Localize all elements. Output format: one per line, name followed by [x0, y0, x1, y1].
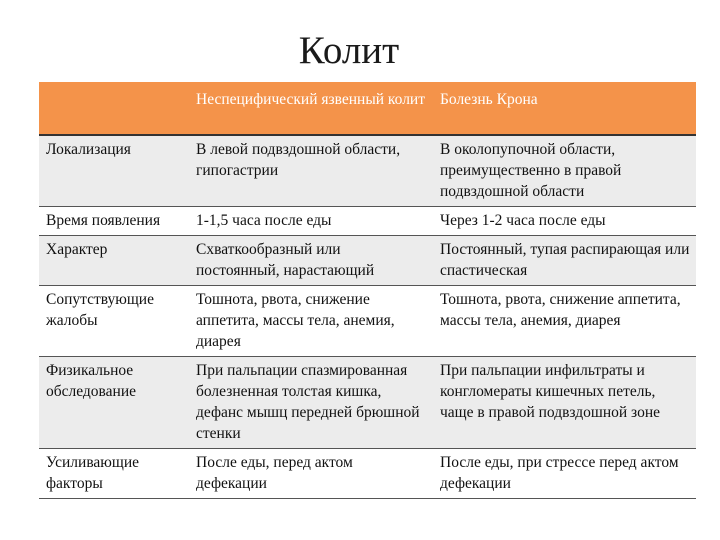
row-label: Усиливающие факторы: [39, 449, 189, 499]
cell-nyak: В левой подвздошной области, гипогастрии: [189, 135, 433, 207]
table-row: [39, 207, 696, 236]
cell-crohn: Тошнота, рвота, снижение аппетита, массы тела, анемия, диарея: [433, 286, 696, 357]
cell-nyak: При пальпации спазмированная болезненная толстая кишка, дефанс мышц передней брюшной стенки: [189, 357, 433, 449]
cell-crohn: В околопупочной области, преимущественно в правой подвздошной области: [433, 135, 696, 207]
cell-crohn: Через 1-2 часа после еды: [433, 207, 696, 236]
row-label: Сопутствующие жалобы: [39, 286, 189, 357]
header-cell-crohn: Болезнь Крона: [433, 82, 696, 135]
header-cell-empty: [39, 82, 189, 135]
cell-crohn: При пальпации инфильтраты и конгломераты кишечных петель, чаще в правой подвздошной зоне: [433, 357, 696, 449]
table-header-row: [39, 82, 696, 135]
table-row: [39, 449, 696, 499]
cell-crohn: После еды, при стрессе перед актом дефекации: [433, 449, 696, 499]
table-row: [39, 286, 696, 357]
table-row: [39, 357, 696, 449]
cell-nyak: 1-1,5 часа после еды: [189, 207, 433, 236]
page-title: Колит: [298, 29, 400, 72]
cell-nyak: После еды, перед актом дефекации: [189, 449, 433, 499]
cell-nyak: Схваткообразный или постоянный, нарастающий: [189, 236, 433, 286]
table-row: [39, 135, 696, 207]
table-row: [39, 236, 696, 286]
header-cell-nyak: Неспецифический язвенный колит: [189, 82, 433, 135]
row-label: Время появления: [39, 207, 189, 236]
row-label: Характер: [39, 236, 189, 286]
row-label: Физикальное обследование: [39, 357, 189, 449]
cell-nyak: Тошнота, рвота, снижение аппетита, массы тела, анемия, диарея: [189, 286, 433, 357]
comparison-table: [39, 82, 696, 499]
cell-crohn: Постоянный, тупая распирающая или спастическая: [433, 236, 696, 286]
row-label: Локализация: [39, 135, 189, 207]
